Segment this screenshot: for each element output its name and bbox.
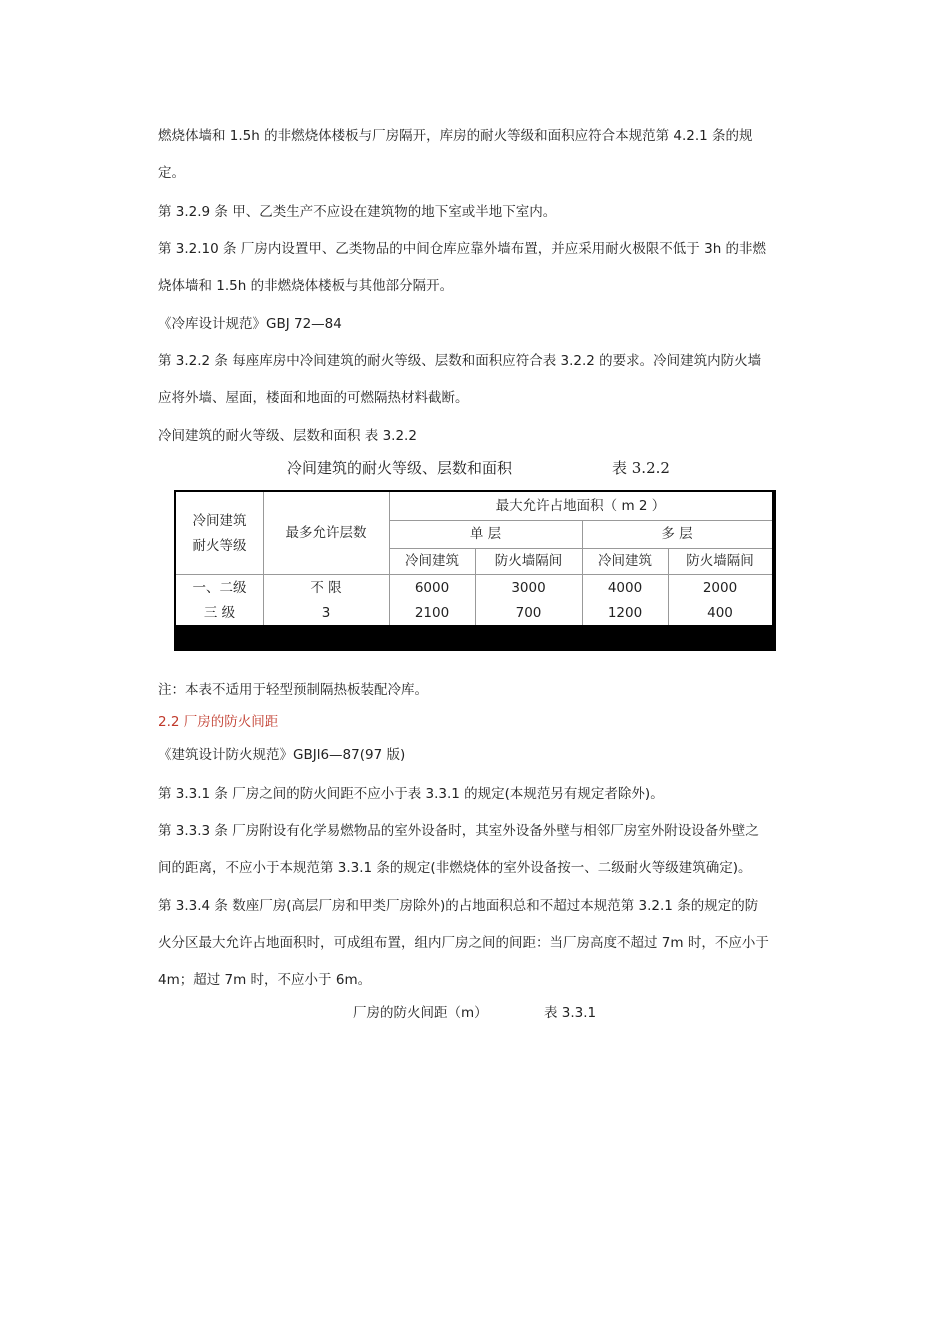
table-cell: 2100 (414, 605, 450, 621)
header-area: 最大允许占地面积（ m 2 ） (495, 498, 666, 514)
table-cell: 1200 (607, 605, 643, 621)
header-grade-2: 耐火等级 (192, 538, 247, 554)
table-cell: 3000 (511, 580, 546, 596)
table-caption: 冷间建筑的耐火等级、层数和面积 (287, 459, 513, 477)
table-cell: 不 限 (310, 580, 342, 596)
table-cell: 6000 (414, 580, 450, 596)
header-multi: 多 层 (661, 526, 693, 542)
section-heading: 2.2 厂房的防火间距 (158, 714, 279, 730)
paragraph-line: 定。 (158, 165, 185, 181)
grid-line (176, 574, 772, 575)
table-cell: 一、二级 (192, 580, 247, 596)
table-body (176, 492, 772, 625)
paragraph-line: 冷间建筑的耐火等级、层数和面积 表 3.2.2 (158, 428, 417, 444)
header-c4: 防火墙隔间 (686, 553, 754, 569)
paragraph-line: 火分区最大允许占地面积时，可成组布置，组内厂房之间的间距：当厂房高度不超过 7m 时，不应小于 (158, 935, 769, 951)
header-single: 单 层 (469, 526, 502, 542)
table-cell: 2000 (702, 580, 738, 596)
table-cell: 3 (321, 605, 331, 621)
grid-line (389, 520, 772, 521)
paragraph-line: 第 3.3.1 条 厂房之间的防火间距不应小于表 3.3.1 的规定(本规范另有规定者除外)。 (158, 786, 664, 802)
table-cell: 4000 (607, 580, 643, 596)
header-c3: 冷间建筑 (598, 553, 652, 569)
paragraph-line: 第 3.2.9 条 甲、乙类生产不应设在建筑物的地下室或半地下室内。 (158, 204, 557, 220)
paragraph-line: 第 3.3.4 条 数座厂房(高层厂房和甲类厂房除外)的占地面积总和不超过本规范第 3.2.1 条的规定的防 (158, 898, 759, 914)
footer-table-caption: 厂房的防火间距（m） (353, 1005, 488, 1021)
paragraph-line: 烧体墙和 1.5h 的非燃烧体楼板与其他部分隔开。 (158, 278, 454, 294)
paragraph-line: 《建筑设计防火规范》GBJl6—87(97 版) (158, 747, 406, 763)
paragraph-line: 间的距离，不应小于本规范第 3.3.1 条的规定(非燃烧体的室外设备按一、二级耐火等级建筑确定)。 (158, 860, 752, 876)
paragraph-line: 第 3.2.2 条 每座库房中冷间建筑的耐火等级、层数和面积应符合表 3.2.2 的要求。冷间建筑内防火墙 (158, 353, 762, 369)
paragraph-line: 第 3.2.10 条 厂房内设置甲、乙类物品的中间仓库应靠外墙布置，并应采用耐火极限不低于 3h 的非燃 (158, 241, 767, 257)
paragraph-line: 《冷库设计规范》GBJ 72—84 (158, 316, 342, 332)
footer-table-number: 表 3.3.1 (544, 1005, 597, 1021)
table-cell: 700 (515, 605, 542, 621)
fire-rating-table (174, 490, 776, 651)
paragraph-line: 燃烧体墙和 1.5h 的非燃烧体楼板与厂房隔开，库房的耐火等级和面积应符合本规范第 4.2.1 条的规 (158, 128, 753, 144)
table-number: 表 3.2.2 (612, 459, 670, 477)
paragraph-line: 第 3.3.3 条 厂房附设有化学易燃物品的室外设备时，其室外设备外壁与相邻厂房室外附设设备外壁之 (158, 823, 759, 839)
table-note: 注：本表不适用于轻型预制隔热板装配冷库。 (158, 682, 428, 698)
header-floors: 最多允许层数 (285, 525, 367, 541)
grid-line (389, 548, 772, 549)
header-c1: 冷间建筑 (405, 553, 459, 569)
header-grade: 冷间建筑 (192, 513, 247, 529)
table-cell: 400 (707, 605, 733, 621)
paragraph-line: 4m；超过 7m 时，不应小于 6m。 (158, 972, 372, 988)
header-c2: 防火墙隔间 (494, 553, 563, 569)
table-cell: 三 级 (203, 605, 236, 621)
paragraph-line: 应将外墙、屋面，楼面和地面的可燃隔热材料截断。 (158, 390, 469, 406)
